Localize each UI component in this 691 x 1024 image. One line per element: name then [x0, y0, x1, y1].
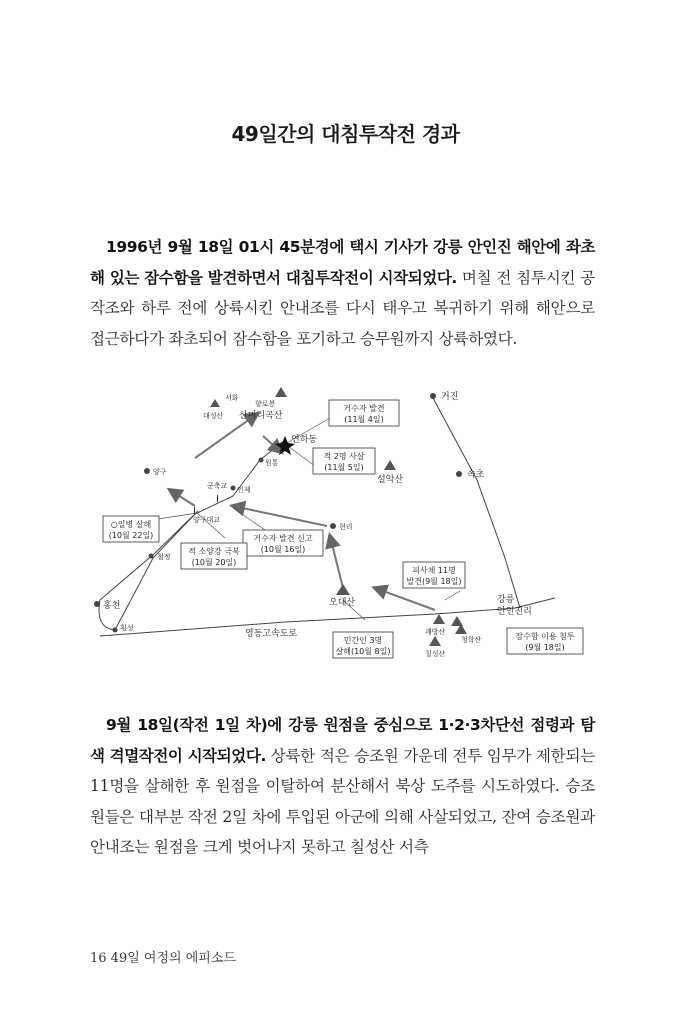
svg-text:(11월 4일): (11월 4일)	[344, 415, 384, 424]
cheonghaksan-label: 청학산	[461, 636, 482, 644]
hyangrobong-icon	[275, 387, 287, 397]
seoraksan-label: 설악산	[377, 475, 404, 485]
page-title: 49일간의 대침투작전 경과	[231, 122, 460, 146]
seoraksan-icon	[384, 460, 396, 470]
paragraph-2-lead: 9월 18일(작전 1일 차)에 강릉 원점을 중심으로 1·2·3차단선 점령과 탐색 격멸작전이 시작되었다.	[90, 716, 595, 765]
inje-dot	[231, 486, 236, 491]
gangneung-label-1: 강릉	[497, 595, 515, 605]
svg-text:잠수함 이용 침투: 잠수함 이용 침투	[515, 632, 575, 641]
svg-text:○일병 살해: ○일병 살해	[110, 520, 152, 529]
svg-text:피사체 11명: 피사체 11명	[412, 566, 456, 575]
hoengseong-dot	[113, 628, 118, 633]
odaesan-label: 오대산	[329, 598, 356, 608]
infiltration-route-map	[85, 378, 595, 678]
yangudaegyo-label: 양구대교	[193, 516, 221, 524]
cheolgeong-label: 철정	[157, 553, 171, 561]
svg-text:적 소양강 극복: 적 소양강 극복	[188, 547, 240, 556]
bridge-icon-2: I	[216, 494, 219, 505]
hyeonri-dot	[330, 523, 336, 529]
yeonhadong-label: 연하동	[291, 435, 318, 445]
expressway-label: 영동고속도로	[245, 629, 298, 639]
gangneung-label-2: 안인진리	[497, 607, 532, 617]
svg-text:발견(9월 18일): 발견(9월 18일)	[406, 577, 462, 586]
event-box-5	[181, 543, 247, 569]
paragraph-1-lead: 1996년 9월 18일 01시 45분경에 택시 기사가 강릉 안인진 해안에 좌초해 있는 잠수함을 발견하면서 대침투작전이 시작되었다.	[90, 238, 595, 287]
wontong-label: 원통	[265, 459, 279, 467]
pyebangsan-icon	[433, 614, 445, 624]
svg-text:(9월 18일): (9월 18일)	[525, 643, 565, 652]
chilseongsan-label: 칠성산	[425, 650, 446, 658]
svg-text:(11월 5일): (11월 5일)	[324, 463, 364, 472]
hoengseong-label: 횡성	[120, 624, 134, 632]
svg-text:민간인 3명: 민간인 3명	[343, 636, 383, 645]
seohwa-label: 서화	[225, 394, 239, 402]
geojin-label: 거진	[441, 392, 459, 402]
svg-text:거수자 발견 신고: 거수자 발견 신고	[253, 534, 313, 543]
event-box-8	[507, 628, 583, 654]
daeseongsan-icon	[210, 399, 220, 407]
svg-text:(10월 22일): (10월 22일)	[108, 531, 154, 540]
route-arrow-3	[233, 506, 327, 526]
yanggu-label: 양구	[153, 468, 167, 476]
hongcheon-label: 홍천	[103, 601, 121, 611]
daeseongsan-label: 대성산	[203, 412, 224, 420]
submarine-site-icon	[451, 616, 463, 626]
paragraph-2-body: 상륙한 적은 승조원 가운데 전투 임무가 제한되는 11명을 살해한 후 원점을 이탈하여 분산해서 북상 도주를 시도하였다. 승조원들은 대부분 작전 2일 차에 투입된 아군에 의해 사살되었고, 잔여 승조원과 안내조는 원점을 크게 벗어나지 못하고 칠성산 서측	[90, 746, 595, 856]
sokcho-label: 속초	[467, 470, 485, 480]
paragraph-1	[90, 232, 595, 354]
gunchukgyo-label: 군축교	[207, 482, 228, 490]
chilseongsan-icon	[429, 636, 441, 646]
svg-text:(10월 20일): (10월 20일)	[191, 558, 237, 567]
route-arrow-4	[170, 490, 195, 506]
odaesan-icon	[336, 584, 350, 595]
event-box-3	[103, 516, 159, 542]
svg-text:살해(10월 8일): 살해(10월 8일)	[335, 647, 391, 656]
event-box-1	[329, 400, 399, 426]
road-yeongdong-expressway	[100, 598, 555, 636]
event-box-2	[313, 448, 375, 474]
yanggu-dot	[144, 468, 150, 474]
hongcheon-dot	[94, 601, 100, 607]
paragraph-1-body: 며칠 전 침투시킨 공작조와 하루 전에 상륙시킨 안내조를 다시 태우고 복귀하기 위해 해안으로 접근하다가 좌초되어 잠수함을 포기하고 승무원까지 상륙하였다.	[90, 268, 595, 348]
bridge-icon-1: I	[193, 506, 196, 517]
page-footer: 16 49일 여정의 에피소드	[90, 951, 236, 966]
cheolgeong-dot	[149, 554, 154, 559]
sokcho-dot	[456, 471, 462, 477]
svg-text:거수자 발견: 거수자 발견	[343, 404, 385, 413]
pyebangsan-label: 괘방산	[425, 628, 446, 636]
hyeonri-label: 현리	[339, 523, 353, 531]
event-box-4	[243, 530, 323, 556]
hyangrobong-label: 향로봉	[255, 400, 276, 408]
event-box-7	[333, 632, 393, 658]
sanmeorigoksan-label: 산머리곡산	[239, 411, 283, 421]
route-arrow-2	[330, 536, 343, 588]
paragraph-2	[90, 710, 595, 863]
inje-label: 인제	[237, 486, 251, 494]
route-arrow-1	[375, 588, 435, 610]
svg-text:적 2명 사살: 적 2명 사살	[323, 452, 365, 461]
geojin-dot	[430, 393, 436, 399]
wontong-dot	[259, 458, 264, 463]
event-box-6	[403, 562, 465, 588]
svg-text:(10월 16일): (10월 16일)	[260, 545, 306, 554]
